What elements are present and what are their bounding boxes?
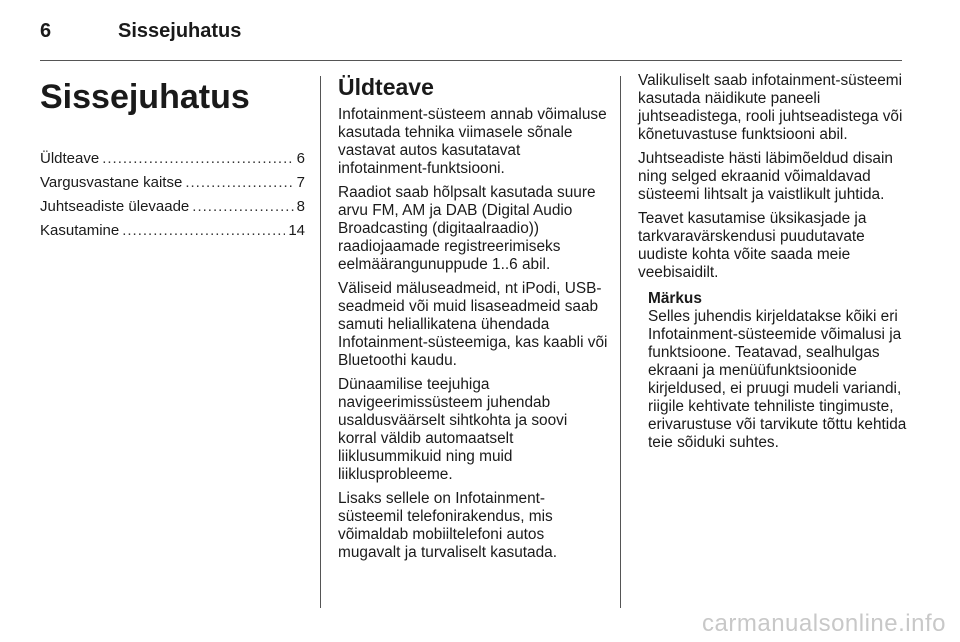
body-paragraph: Valikuliselt saab infotainment-süsteemi kasutada näidikute paneeli juhtseadistega, rooli juhtseadistega või kõnetuvastuse funktsiooni abil. bbox=[638, 72, 903, 143]
toc-entry-kasutamine[interactable] bbox=[40, 222, 305, 246]
header-rule bbox=[40, 60, 902, 61]
chapter-title: Sissejuhatus bbox=[40, 78, 250, 116]
column-divider-left bbox=[320, 76, 321, 608]
toc-label: Kasutamine bbox=[40, 222, 120, 239]
toc-page: 7 bbox=[296, 174, 305, 191]
column-divider-right bbox=[620, 76, 621, 608]
body-paragraph: Raadiot saab hõlpsalt kasutada suure arvu FM, AM ja DAB (Digital Audio Broadcasting (digitaalraadio)) raadiojaamade registreerimiseks eelmäärangunuppude 1..6 abil. bbox=[338, 184, 596, 273]
toc-entry-juhtseadiste-ulevaade[interactable] bbox=[40, 198, 305, 222]
body-paragraph: Dünaamilise teejuhiga navigeerimissüsteem juhendab usaldusväärselt sihtkohta ja soovi korral väldib automaatselt liiklusummikuid ning muid liiklusprobleeme. bbox=[338, 376, 568, 483]
toc-leader bbox=[102, 150, 293, 168]
toc-page: 14 bbox=[288, 222, 305, 239]
middle-column bbox=[338, 72, 610, 568]
toc-entry-vargusvastane-kaitse[interactable] bbox=[40, 174, 305, 198]
body-paragraph: Infotainment-süsteem annab võimaluse kasutada tehnika viimasele sõnale vastavat autos kasutatavat infotainment-funktsiooni. bbox=[338, 106, 607, 177]
note-box bbox=[648, 290, 910, 452]
toc-page: 6 bbox=[296, 150, 305, 167]
toc-page: 8 bbox=[296, 198, 305, 215]
left-column bbox=[40, 72, 305, 246]
page-header bbox=[40, 20, 241, 43]
page-number: 6 bbox=[40, 20, 52, 42]
body-paragraph: Juhtseadiste hästi läbimõeldud disain ning selged ekraanid võimaldavad süsteemi lihtsalt ja vaistlikult juhtida. bbox=[638, 150, 893, 203]
toc-label: Juhtseadiste ülevaade bbox=[40, 198, 190, 215]
toc-label: Üldteave bbox=[40, 150, 100, 167]
note-text: Selles juhendis kirjeldatakse kõiki eri Infotainment-süsteemide võimalusi ja funktsioone. Teatavad, sealhulgas ekraani ja menüüfunktsioonide kirjeldused, ei pruugi mudeli variandi, riigile kehtivate tehniliste tingimuste, erivarustuse või tarvikute tõttu kehtida teie sõiduki suhtes. bbox=[648, 308, 907, 451]
table-of-contents bbox=[40, 150, 305, 246]
body-paragraph: Väliseid mäluseadmeid, nt iPodi, USB-seadmeid või muid lisaseadmeid saab samuti heliallikatena ühendada Infotainment-süsteemiga, kas kaabli või Bluetoothi kaudu. bbox=[338, 280, 608, 369]
body-paragraph: Teavet kasutamise üksikasjade ja tarkvaravärskendusi puudutavate uudiste kohta võite saada meie veebisaidilt. bbox=[638, 210, 867, 281]
toc-label: Vargusvastane kaitse bbox=[40, 174, 183, 191]
body-paragraph: Lisaks sellele on Infotainment-süsteemil telefonirakendus, mis võimaldab mobiiltelefoni autos mugavalt ja turvaliselt kasutada. bbox=[338, 490, 558, 561]
section-heading: Üldteave bbox=[338, 74, 434, 100]
toc-leader bbox=[122, 222, 285, 240]
toc-leader bbox=[192, 198, 293, 216]
toc-leader bbox=[185, 174, 293, 192]
right-column bbox=[638, 72, 910, 452]
header-section-title: Sissejuhatus bbox=[118, 20, 242, 42]
toc-entry-uldteave[interactable] bbox=[40, 150, 305, 174]
note-title: Märkus bbox=[648, 290, 702, 307]
watermark: carmanualsonline.info bbox=[702, 610, 946, 637]
